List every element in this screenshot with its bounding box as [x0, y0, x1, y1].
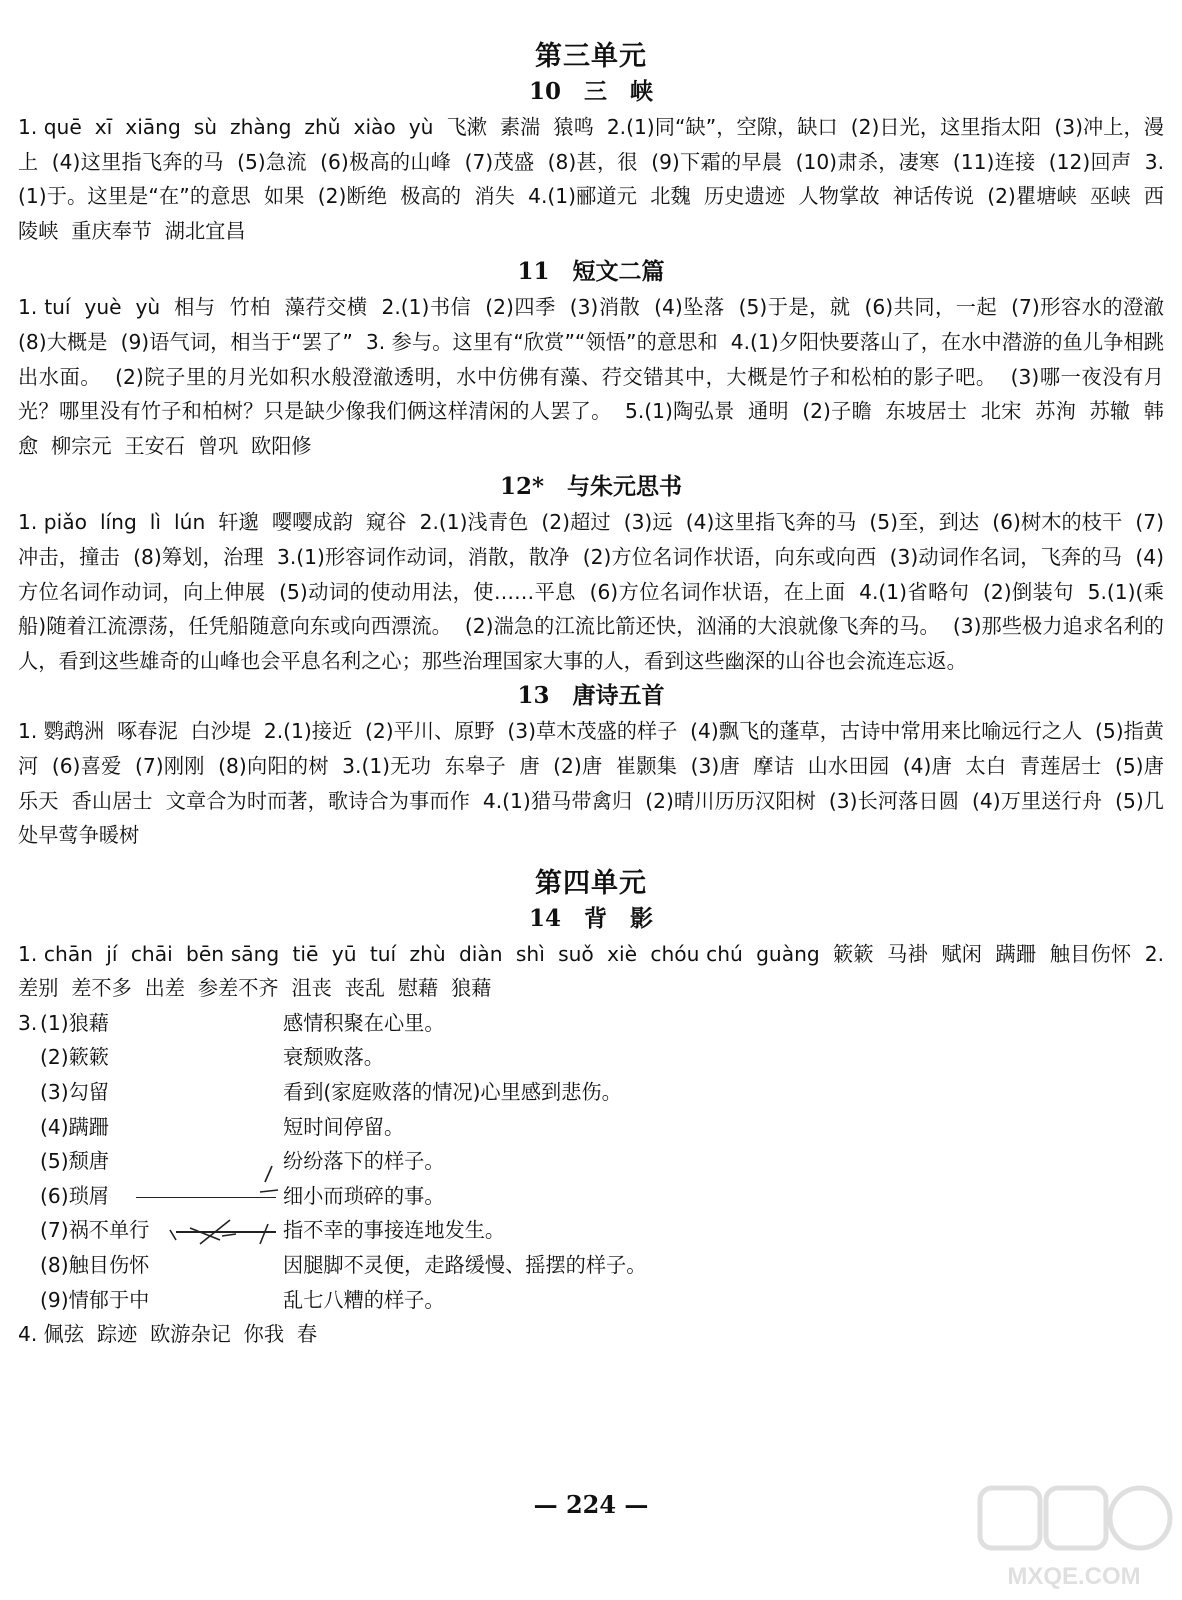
match-row	[18, 1075, 1164, 1110]
watermark-text: MXQE.COM	[1007, 1563, 1141, 1590]
match-row	[18, 1006, 1164, 1041]
match-term: (5)颓唐	[40, 1149, 109, 1174]
match-definition: 指不幸的事接连地发生。	[283, 1218, 506, 1243]
match-definition: 感情积聚在心里。	[283, 1010, 445, 1035]
match-term: (9)情郁于中	[40, 1287, 150, 1312]
lesson-12-answers: 1. piǎo líng lì lún 轩邈 嘤嘤成韵 窥谷 2.(1)浅青色 (2)超过 (3)远 (4)这里指飞奔的马 (5)至，到达 (6)树木的枝干 (7)冲击，撞击 (8)筹划，治理 3.(1)形容词作动词，消散，散净 (2)方位名词作状语，向东或向西 (3)动词作名词，飞奔的马 (4)方位名词作动词，向上伸展 (5)动词的使动用法，使……平息 (6)方位名词作状语，在上面 4.(1)省略句 (2)倒装句 5.(1)(乘船)随着江流漂荡，任凭船随意向东或向西漂流。 (2)湍急的江流比箭还快，汹涌的大浪就像飞奔的马。 (3)那些极力追求名利的人，看到这些雄奇的山峰也会平息名利之心；那些治理国家大事的人，看到这些幽深的山谷也会流连忘返。	[18, 510, 1164, 673]
match-term: (2)簌簌	[40, 1045, 109, 1070]
lesson-13-answers: 1. 鹦鹉洲 啄春泥 白沙堤 2.(1)接近 (2)平川、原野 (3)草木茂盛的样子 (4)飘飞的蓬草，古诗中常用来比喻远行之人 (5)指黄河 (6)喜爱 (7)刚刚 (8)向阳的树 3.(1)无功 东皋子 唐 (2)唐 崔颢集 (3)唐 摩诘 山水田园 (4)唐 太白 青莲居士 (5)唐 乐天 香山居士 文章合为时而著，歌诗合为事而作 4.(1)猎马带禽归 (2)晴川历历汉阳树 (3)长河落日圆 (4)万里送行舟 (5)几处早莺争暖树	[18, 719, 1177, 848]
question-4-answers: 4. 佩弦 踪迹 欧游杂记 你我 春	[18, 1322, 318, 1347]
lesson-10-answers: 1. quē xī xiāng sù zhàng zhǔ xiào yù 飞漱 素湍 猿鸣 2.(1)同“缺”，空隙，缺口 (2)日光，这里指太阳 (3)冲上，漫上 (4)这里指飞奔的马 (5)急流 (6)极高的山峰 (7)茂盛 (8)甚，很 (9)下霜的早晨 (10)肃杀，凄寒 (11)连接 (12)回声 3.(1)于。这里是“在”的意思 如果 (2)断绝 极高的 消失 4.(1)郦道元 北魏 历史遗迹 人物掌故 神话传说 (2)瞿塘峡 巫峡 西陵峡 重庆奉节 湖北宜昌	[18, 115, 1164, 243]
match-term: (3)勾留	[40, 1080, 109, 1105]
page-number: — 224 —	[533, 1490, 649, 1519]
match-definition: 乱七八糟的样子。	[283, 1287, 445, 1312]
lesson-13-title: 13 唐诗五首	[517, 682, 665, 710]
lesson-14-title: 14 背 影	[528, 904, 653, 932]
match-term: (8)触目伤怀	[40, 1253, 150, 1278]
lesson-14-answers: 1. chān jí chāi bēn sāng tiē yū tuí zhù diàn shì suǒ xiè chóu chú guàng 簌簌 马褂 赋闲 蹒跚 触目伤怀 2. 差别 差不多 出差 参差不齐 沮丧 丧乱 慰藉 狼藉	[18, 941, 1171, 1001]
match-definition: 细小而琐碎的事。	[283, 1183, 445, 1208]
match-term: (6)琐屑	[40, 1183, 109, 1208]
lesson-10-title: 10 三 峡	[528, 78, 653, 105]
match-row	[18, 1283, 1164, 1318]
answer-page	[18, 40, 1177, 1352]
match-definition: 纷纷落下的样子。	[283, 1149, 445, 1174]
match-definition: 衰颓败落。	[283, 1045, 384, 1070]
match-term: (1)狼藉	[40, 1010, 109, 1035]
watermark-logo	[974, 1484, 1174, 1594]
match-term: (7)祸不单行	[40, 1218, 150, 1243]
match-term: (4)蹒跚	[40, 1114, 109, 1139]
unit-3-title: 第三单元	[535, 41, 647, 72]
match-definition: 看到(家庭败落的情况)心里感到悲伤。	[283, 1080, 622, 1105]
lesson-11-title: 11 短文二篇	[517, 258, 665, 286]
lesson-11-answers: 1. tuí yuè yù 相与 竹柏 藻荇交横 2.(1)书信 (2)四季 (3)消散 (4)坠落 (5)于是，就 (6)共同，一起 (7)形容水的澄澈 (8)大概是 (9)语气词，相当于“罢了” 3. 参与。这里有“欣赏”“领悟”的意思和 4.(1)夕阳快要落山了，在水中潜游的鱼儿争相跳出水面。 (2)院子里的月光如积水般澄澈透明，水中仿佛有藻、荇交错其中，大概是竹子和松柏的影子吧。 (3)哪一夜没有月光？哪里没有竹子和柏树？只是缺少像我们俩这样清闲的人罢了。 5.(1)陶弘景 通明 (2)子瞻 东坡居士 北宋 苏洵 苏辙 韩愈 柳宗元 王安石 曾巩 欧阳修	[18, 295, 1177, 458]
match-definition: 短时间停留。	[283, 1114, 405, 1139]
match-row	[18, 1040, 1164, 1075]
match-definition: 因腿脚不灵便，走路缓慢、摇摆的样子。	[283, 1253, 647, 1278]
lesson-12-title: 12* 与朱元思书	[499, 473, 683, 501]
handwritten-marks	[160, 1158, 290, 1258]
question-number: 3.	[18, 1010, 38, 1035]
match-row	[18, 1110, 1164, 1145]
unit-4-title: 第四单元	[535, 867, 647, 899]
